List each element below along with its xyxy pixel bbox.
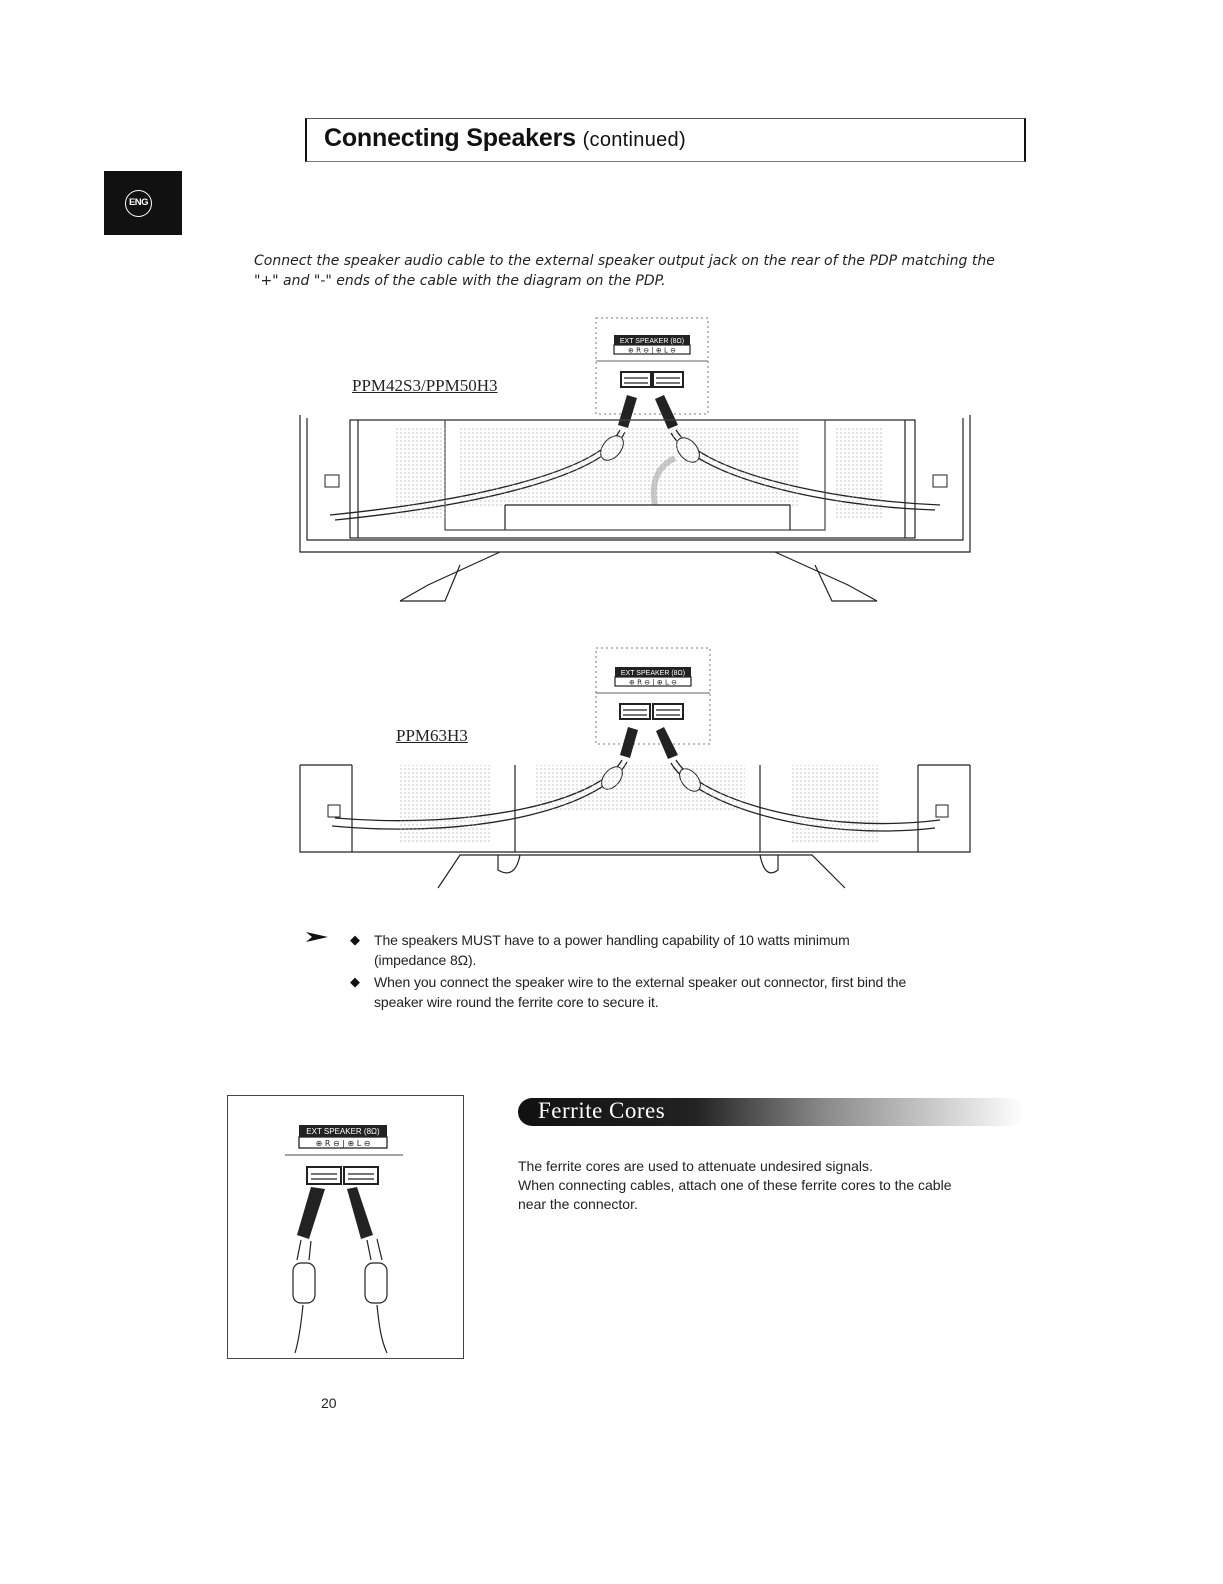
ferrite-panel-label: EXT SPEAKER (8Ω) bbox=[306, 1127, 380, 1136]
terminal-marks-2: ⊕ R ⊖ | ⊕ L ⊖ bbox=[629, 678, 677, 687]
speaker-jack-panel-2 bbox=[596, 648, 710, 744]
note-bullet-icon: ◆ bbox=[350, 932, 360, 947]
ferrite-text-line: When connecting cables, attach one of these ferrite cores to the cable bbox=[518, 1177, 952, 1193]
note-item-2-line1: When you connect the speaker wire to the external speaker out connector, first bind the bbox=[374, 974, 907, 990]
note-bullet-icon: ◆ bbox=[350, 974, 360, 989]
tv-stand-2 bbox=[438, 855, 845, 888]
note-item-1-line2: (impedance 8Ω). bbox=[374, 952, 477, 968]
panel-label-2: EXT SPEAKER (8Ω) bbox=[620, 670, 686, 677]
panel-label-1: EXT SPEAKER (8Ω) bbox=[619, 338, 685, 345]
note-arrow-icon bbox=[304, 929, 330, 945]
tv-body-2 bbox=[300, 765, 970, 852]
ferrite-text-line: near the connector. bbox=[518, 1196, 638, 1212]
model-label-ppm63: PPM63H3 bbox=[396, 726, 468, 745]
ferrite-terminal-marks: ⊕ R ⊖ | ⊕ L ⊖ bbox=[315, 1139, 371, 1148]
page-title-continued: (continued) bbox=[582, 129, 686, 151]
ferrite-core-illustration bbox=[227, 1095, 464, 1359]
note-item-2-line2: speaker wire round the ferrite core to secure it. bbox=[374, 994, 659, 1010]
intro-text: Connect the speaker audio cable to the external speaker output jack on the rear of the PDP matching the "+" and "-" ends of the cable with the diagram on the PDP. bbox=[254, 253, 995, 289]
page-number: 20 bbox=[321, 1395, 337, 1411]
ferrite-section-title: Ferrite Cores bbox=[538, 1098, 666, 1123]
ferrite-text-line: The ferrite cores are used to attenuate undesired signals. bbox=[518, 1158, 873, 1174]
language-badge: ENG bbox=[125, 190, 152, 217]
model-label-ppm42: PPM42S3/PPM50H3 bbox=[352, 376, 498, 395]
note-item-1-line1: The speakers MUST have to a power handling capability of 10 watts minimum bbox=[374, 932, 850, 948]
page-title-main: Connecting Speakers bbox=[324, 124, 576, 152]
ferrite-description bbox=[518, 1157, 998, 1214]
terminal-marks-1: ⊕ R ⊖ | ⊕ L ⊖ bbox=[628, 346, 676, 355]
